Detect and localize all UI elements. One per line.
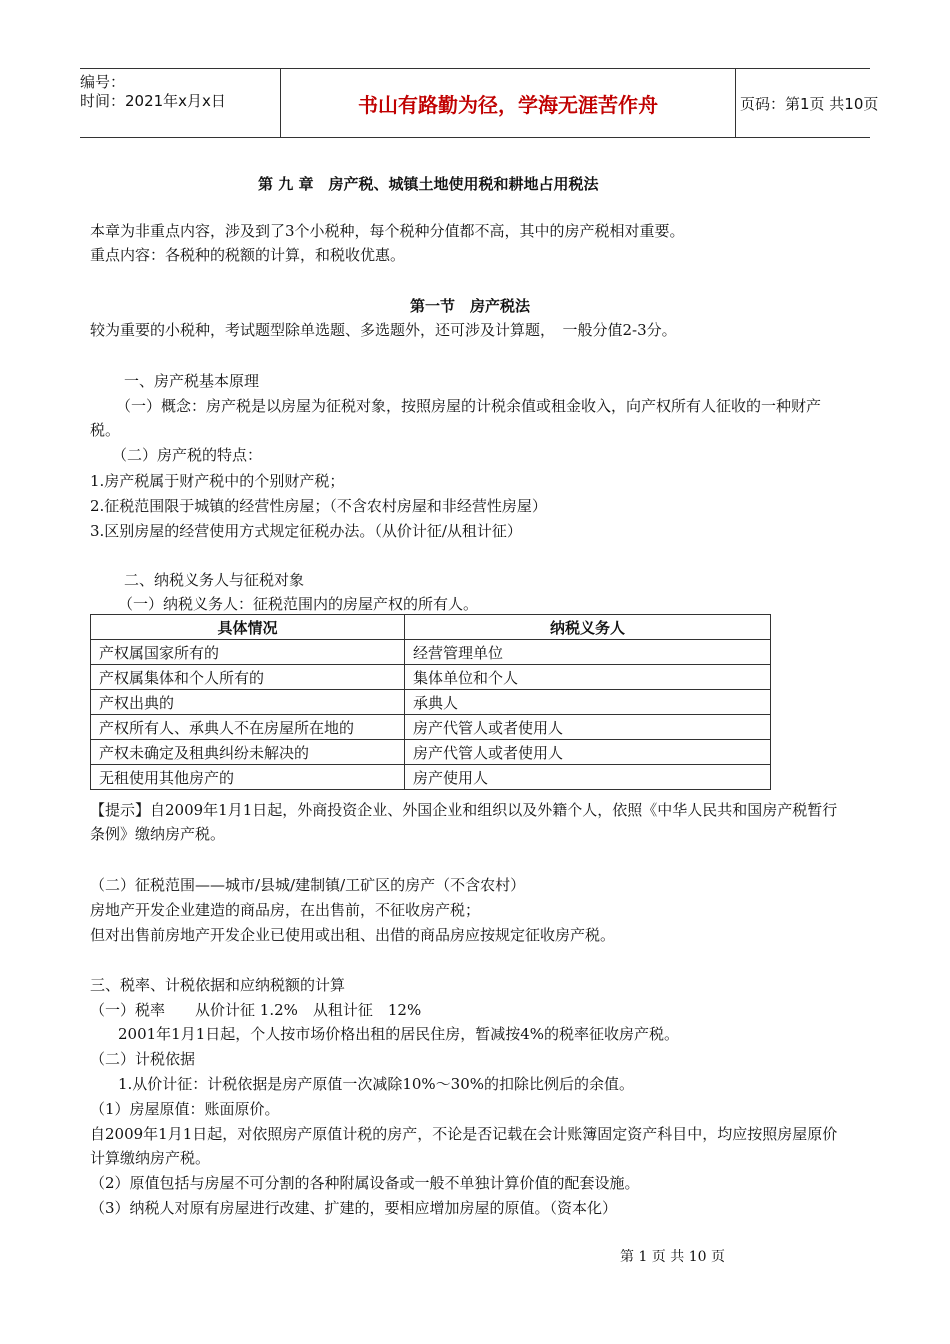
part1-concept: （一）概念：房产税是以房屋为征税对象，按照房屋的计税余值或租金收入，向产权所有人征收的一种财产税。 [90,397,822,439]
table-cell: 承典人 [405,690,771,715]
basis-heading: （二）计税依据 [90,1050,196,1068]
part2-sub2: （二）征税范围——城市/县城/建制镇/工矿区的房产（不含农村） [90,876,526,894]
table-cell: 产权属集体和个人所有的 [91,665,405,690]
table-cell: 产权所有人、承典人不在房屋所在地的 [91,715,405,740]
part1-heading: 一、房产税基本原理 [124,372,260,390]
part2-sub2-line-1: 房地产开发企业建造的商品房，在出售前，不征收房产税； [90,901,481,919]
page-footer: 第 1 页 共 10 页 [620,1249,725,1265]
table-cell: 房产代管人或者使用人 [405,740,771,765]
date-line: 时间：2021年x月x日 [80,92,226,110]
section1-title: 第一节 房产税法 [410,297,531,315]
feature-3: 3.区别房屋的经营使用方式规定征税办法。（从价计征/从租计征） [90,522,522,540]
table-header-row [91,615,771,640]
table-cell: 房产代管人或者使用人 [405,715,771,740]
table-cell: 无租使用其他房产的 [91,765,405,790]
table-cell: 经营管理单位 [405,640,771,665]
table-cell: 房产使用人 [405,765,771,790]
table-header-situation: 具体情况 [91,615,405,640]
table-cell: 集体单位和个人 [405,665,771,690]
table-cell: 产权未确定及租典纠纷未解决的 [91,740,405,765]
feature-2: 2.征税范围限于城镇的经营性房屋；（不含农村房屋和非经营性房屋） [90,497,547,515]
chapter-title: 第 九 章 房产税、城镇土地使用税和耕地占用税法 [258,175,599,193]
header-motto: 书山有路勤为径，学海无涯苦作舟 [280,69,736,137]
header-page-info: 页码：第1页 共10页 [740,94,879,113]
item-2: （2）原值包括与房屋不可分割的各种附属设备或一般不单独计算价值的配套设施。 [90,1174,640,1192]
table-row [91,665,771,690]
section1-intro: 较为重要的小税种，考试题型除单选题、多选题外，还可涉及计算题， 一般分值2-3分。 [90,321,677,339]
taxpayer-table [90,614,771,790]
orig-value: （1）房屋原值：账面原价。 [90,1100,280,1118]
feature-1: 1.房产税属于财产税中的个别财产税； [90,472,345,490]
part3-heading: 三、税率、计税依据和应纳税额的计算 [90,976,346,994]
part2-sub2-line-2: 但对出售前房地产开发企业已使用或出租、出借的商品房应按规定征收房产税。 [90,926,616,944]
table-row [91,690,771,715]
page-header [80,68,879,138]
part2-sub1: （一）纳税义务人：征税范围内的房屋产权的所有人。 [118,595,479,613]
table-cell: 产权属国家所有的 [91,640,405,665]
rate-note: 2001年1月1日起，个人按市场价格出租的居民住房，暂减按4%的税率征收房产税。 [118,1025,680,1043]
tip-note: 【提示】自2009年1月1日起，外商投资企业、外国企业和组织以及外籍个人，依照《中华人民共和国房产税暂行条例》缴纳房产税。 [90,801,838,843]
intro-line-1: 本章为非重点内容，涉及到了3个小税种，每个税种分值都不高，其中的房产税相对重要。 [90,222,685,240]
basis-1: 1.从价计征：计税依据是房产原值一次减除10%～30%的扣除比例后的余值。 [118,1075,634,1093]
part1-features-heading: （二）房产税的特点： [112,446,263,464]
item-3: （3）纳税人对原有房屋进行改建、扩建的，要相应增加房屋的原值。（资本化） [90,1199,618,1217]
rate-line: （一）税率 从价计征 1.2% 从租计征 12% [90,1001,422,1019]
table-row [91,740,771,765]
table-row [91,640,771,665]
table-row [91,765,771,790]
orig-value-note: 自2009年1月1日起，对依照房产原值计税的房产，不论是否记载在会计账簿固定资产科目中，均应按照房屋原价计算缴纳房产税。 [90,1125,838,1167]
number-label: 编号： [80,73,126,91]
part2-heading: 二、纳税义务人与征税对象 [124,571,305,589]
table-header-taxpayer: 纳税义务人 [405,615,771,640]
header-meta [80,69,280,141]
intro-line-2: 重点内容：各税种的税额的计算，和税收优惠。 [90,246,406,264]
table-cell: 产权出典的 [91,690,405,715]
table-row [91,715,771,740]
